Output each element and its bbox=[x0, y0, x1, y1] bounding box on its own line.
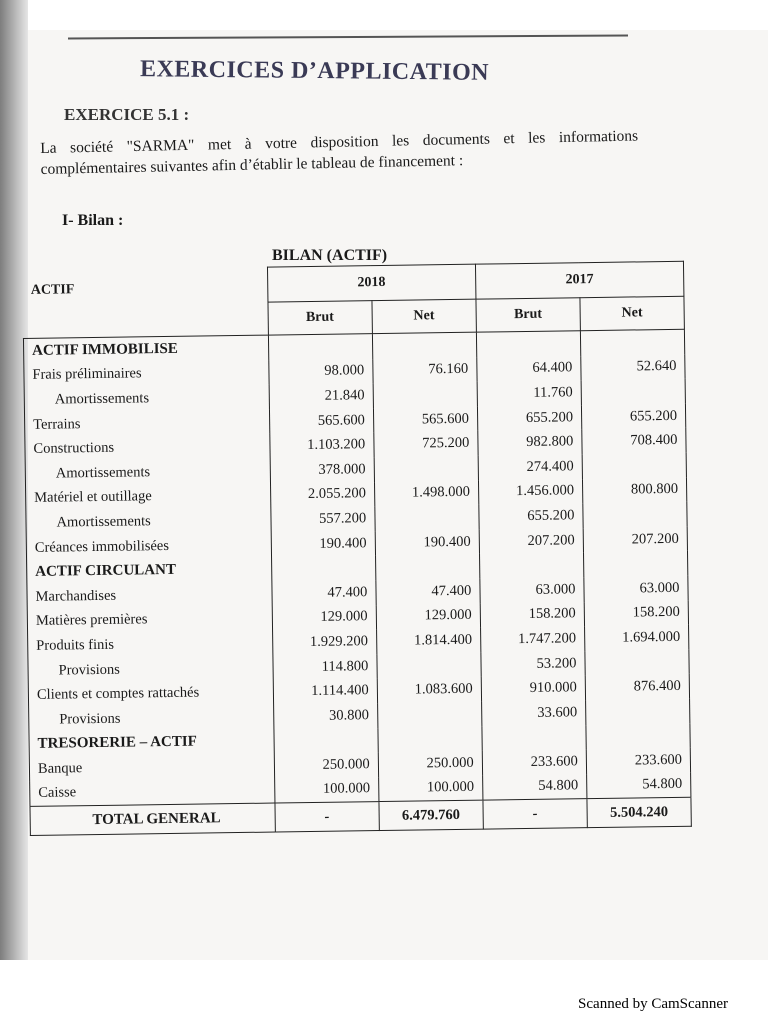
cell-value bbox=[482, 725, 586, 751]
cell-value: 1.103.200 bbox=[269, 432, 373, 458]
cell-value bbox=[377, 702, 481, 728]
cell-value: 54.800 bbox=[482, 774, 586, 801]
cell-value bbox=[585, 649, 689, 675]
cell-value: 910.000 bbox=[481, 675, 585, 701]
cell-value bbox=[271, 555, 375, 581]
top-rule bbox=[68, 35, 628, 40]
cell-value: 1.929.200 bbox=[272, 629, 376, 655]
cell-value: 655.200 bbox=[477, 405, 581, 431]
cell-value: 190.400 bbox=[271, 531, 375, 557]
cell-value: 47.400 bbox=[272, 580, 376, 606]
row-label: Amortissements bbox=[24, 385, 269, 413]
cell-value: 100.000 bbox=[378, 775, 482, 802]
cell-value: 207.200 bbox=[479, 528, 583, 554]
year-2018-header: 2018 bbox=[267, 264, 476, 302]
cell-value: 655.200 bbox=[581, 404, 685, 430]
cell-value bbox=[375, 554, 479, 580]
cell-value: 1.814.400 bbox=[376, 628, 480, 654]
row-label: Matières premières bbox=[27, 606, 272, 634]
cell-value: 565.600 bbox=[269, 408, 373, 434]
cell-value: 565.600 bbox=[373, 406, 477, 432]
cell-value: 982.800 bbox=[478, 430, 582, 456]
row-label: Frais préliminaires bbox=[24, 360, 269, 388]
cell-value bbox=[582, 453, 686, 479]
cell-value: 800.800 bbox=[582, 477, 686, 503]
cell-value: 1.694.000 bbox=[584, 625, 688, 651]
total-net-2017: 5.504.240 bbox=[587, 797, 691, 827]
row-label: ACTIF CIRCULANT bbox=[27, 557, 272, 585]
cell-value bbox=[581, 379, 685, 405]
cell-value: 53.200 bbox=[481, 651, 585, 677]
cell-value bbox=[372, 332, 476, 359]
cell-value: 114.800 bbox=[273, 654, 377, 680]
cell-value bbox=[378, 726, 482, 752]
row-label: Constructions bbox=[25, 434, 270, 462]
row-label: Matériel et outillage bbox=[26, 483, 271, 511]
cell-value bbox=[586, 723, 690, 749]
row-label: Banque bbox=[29, 754, 274, 782]
cell-value: 47.400 bbox=[376, 579, 480, 605]
cell-value: 655.200 bbox=[479, 503, 583, 529]
row-label: Amortissements bbox=[26, 508, 271, 536]
cell-value: 557.200 bbox=[271, 506, 375, 532]
cell-value bbox=[375, 505, 479, 531]
cell-value: 274.400 bbox=[478, 454, 582, 480]
col-brut-2018: Brut bbox=[268, 301, 373, 335]
row-label: Produits finis bbox=[28, 631, 273, 659]
cell-value: 378.000 bbox=[270, 457, 374, 483]
cell-value: 158.200 bbox=[584, 600, 688, 626]
cell-value: 98.000 bbox=[268, 359, 372, 385]
cell-value bbox=[268, 334, 372, 361]
total-brut-2017: - bbox=[483, 799, 587, 829]
balance-sheet-table bbox=[22, 261, 692, 836]
cell-value: 207.200 bbox=[583, 526, 687, 552]
row-label: Clients et comptes rattachés bbox=[28, 680, 273, 708]
row-label: Créances immobilisées bbox=[26, 532, 271, 560]
cell-value: 129.000 bbox=[272, 605, 376, 631]
cell-value: 2.055.200 bbox=[270, 482, 374, 508]
cell-value: 64.400 bbox=[477, 356, 581, 382]
row-label: Caisse bbox=[30, 778, 275, 807]
table-caption: BILAN (ACTIF) bbox=[272, 247, 388, 264]
cell-value: 33.600 bbox=[481, 700, 585, 726]
col-net-2017: Net bbox=[580, 296, 685, 330]
total-label: TOTAL GENERAL bbox=[30, 803, 275, 835]
cell-value: 876.400 bbox=[585, 674, 689, 700]
cell-value: 158.200 bbox=[480, 602, 584, 628]
cell-value bbox=[373, 382, 477, 408]
cell-value: 1.083.600 bbox=[377, 677, 481, 703]
cell-value: 1.747.200 bbox=[480, 626, 584, 652]
cell-value: 1.456.000 bbox=[478, 479, 582, 505]
col-net-2018: Net bbox=[372, 299, 477, 333]
cell-value: 63.000 bbox=[480, 577, 584, 603]
document-page bbox=[28, 30, 768, 960]
cell-value: 233.600 bbox=[586, 748, 690, 774]
cell-value: 1.498.000 bbox=[374, 480, 478, 506]
cell-value: 233.600 bbox=[482, 749, 586, 775]
cell-value: 1.114.400 bbox=[273, 678, 377, 704]
cell-value: 76.160 bbox=[373, 357, 477, 383]
row-label: TRESORERIE – ACTIF bbox=[29, 729, 274, 757]
cell-value bbox=[274, 728, 378, 754]
row-label: ACTIF IMMOBILISE bbox=[23, 335, 268, 364]
col-brut-2017: Brut bbox=[476, 298, 581, 332]
cell-value: 54.800 bbox=[586, 772, 690, 799]
row-label: Terrains bbox=[24, 409, 269, 437]
cell-value bbox=[374, 456, 478, 482]
row-label: Provisions bbox=[28, 655, 273, 683]
cell-value: 250.000 bbox=[378, 751, 482, 777]
row-label: Provisions bbox=[29, 704, 274, 732]
exercise-heading: EXERCICE 5.1 : bbox=[64, 105, 190, 124]
cell-value bbox=[583, 551, 687, 577]
intro-paragraph: La société "SARMA" met à votre disposition les documents et les informations complémentaires suivantes afin d’établir le tableau de financement : bbox=[40, 127, 639, 178]
cell-value: 52.640 bbox=[581, 354, 685, 380]
cell-value: 100.000 bbox=[274, 777, 378, 804]
cell-value: 129.000 bbox=[376, 603, 480, 629]
row-label: Amortissements bbox=[25, 459, 270, 487]
cell-value bbox=[476, 331, 580, 358]
section-heading: I- Bilan : bbox=[62, 212, 124, 229]
cell-value: 21.840 bbox=[269, 383, 373, 409]
corner-label: ACTIF bbox=[30, 281, 75, 298]
cell-value: 30.800 bbox=[273, 703, 377, 729]
row-label: Marchandises bbox=[27, 581, 272, 609]
cell-value: 63.000 bbox=[584, 576, 688, 602]
cell-value: 708.400 bbox=[582, 428, 686, 454]
cell-value bbox=[583, 502, 687, 528]
scanner-watermark: Scanned by CamScanner bbox=[578, 996, 728, 1012]
page-title: EXERCICES D’APPLICATION bbox=[139, 56, 490, 86]
balance-sheet-table-wrap bbox=[22, 261, 696, 850]
scan-shadow-edge bbox=[0, 0, 28, 960]
total-net-2018: 6.479.760 bbox=[379, 800, 483, 830]
cell-value: 190.400 bbox=[375, 529, 479, 555]
cell-value: 250.000 bbox=[274, 752, 378, 778]
cell-value bbox=[479, 553, 583, 579]
table-body bbox=[23, 329, 690, 806]
cell-value bbox=[585, 699, 689, 725]
year-2017-header: 2017 bbox=[475, 261, 684, 299]
cell-value bbox=[580, 329, 684, 356]
cell-value bbox=[377, 652, 481, 678]
cell-value: 11.760 bbox=[477, 380, 581, 406]
cell-value: 725.200 bbox=[374, 431, 478, 457]
total-brut-2018: - bbox=[275, 802, 379, 832]
